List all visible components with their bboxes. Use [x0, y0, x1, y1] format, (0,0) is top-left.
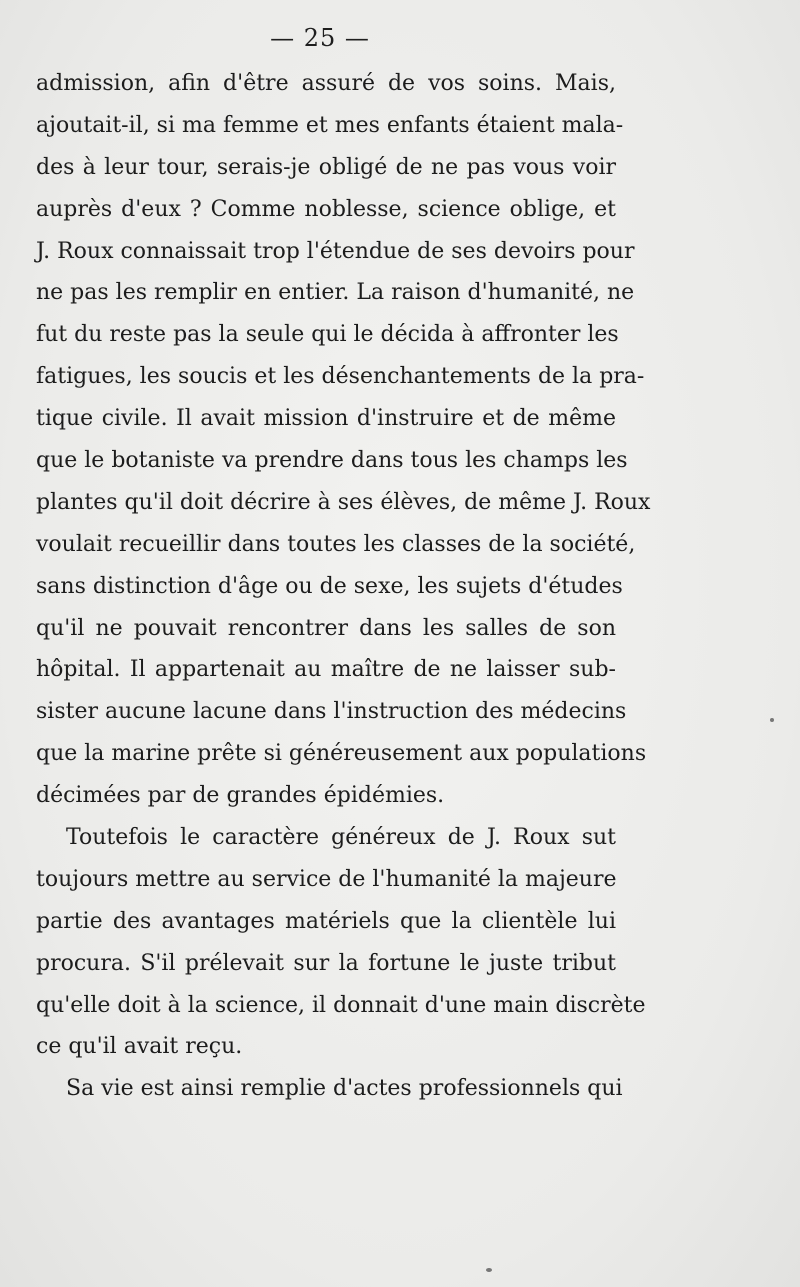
text-line: partie des avantages matériels que la clientèle lui — [36, 908, 616, 934]
text-line: tique civile. Il avait mission d'instruire et de même — [36, 406, 616, 432]
text-line: admission, afin d'être assuré de vos soins. Mais, — [36, 71, 616, 96]
text-line: toujours mettre au service de l'humanité la majeure — [36, 866, 617, 892]
text-line: qu'il ne pouvait rencontrer dans les salles de son — [36, 615, 616, 641]
text-line: fatigues, les soucis et les désenchantements de la pra- — [36, 364, 645, 390]
text-line: auprès d'eux ? Comme noblesse, science oblige, et — [36, 196, 616, 222]
page-number: — 25 — — [270, 24, 370, 52]
paragraph-end-line: ce qu'il avait reçu. — [36, 1034, 243, 1060]
text-line: J. Roux connaissait trop l'étendue de ses devoirs pour — [36, 238, 635, 264]
text-line: sans distinction d'âge ou de sexe, les sujets d'études — [36, 573, 623, 599]
text-line: que la marine prête si généreusement aux populations — [36, 741, 647, 767]
text-line: plantes qu'il doit décrire à ses élèves, de même J. Roux — [36, 489, 651, 515]
text-line: hôpital. Il appartenait au maître de ne laisser sub- — [36, 657, 616, 683]
text-line: ne pas les remplir en entier. La raison d'humanité, ne — [36, 280, 635, 306]
text-line: ajoutait-il, si ma femme et mes enfants étaient mala- — [36, 112, 624, 138]
text-line: voulait recueillir dans toutes les classes de la société, — [36, 531, 636, 557]
text-line: que le botaniste va prendre dans tous les champs les — [36, 448, 628, 474]
paragraph-end-line: décimées par de grandes épidémies. — [36, 783, 445, 809]
ink-speck — [486, 1268, 492, 1272]
text-line: procura. S'il prélevait sur la fortune le juste tribut — [36, 950, 616, 976]
body-text — [36, 63, 651, 1110]
paragraph-start-line: Toutefois le caractère généreux de J. Roux sut — [66, 825, 616, 851]
text-line: des à leur tour, serais-je obligé de ne pas vous voir — [36, 154, 616, 180]
text-line: sister aucune lacune dans l'instruction des médecins — [36, 699, 627, 725]
paragraph-start-line: Sa vie est ainsi remplie d'actes professionnels qui — [66, 1076, 623, 1102]
text-line: fut du reste pas la seule qui le décida à affronter les — [36, 322, 619, 348]
text-line: qu'elle doit à la science, il donnait d'une main discrète — [36, 992, 646, 1018]
ink-speck — [770, 718, 774, 722]
